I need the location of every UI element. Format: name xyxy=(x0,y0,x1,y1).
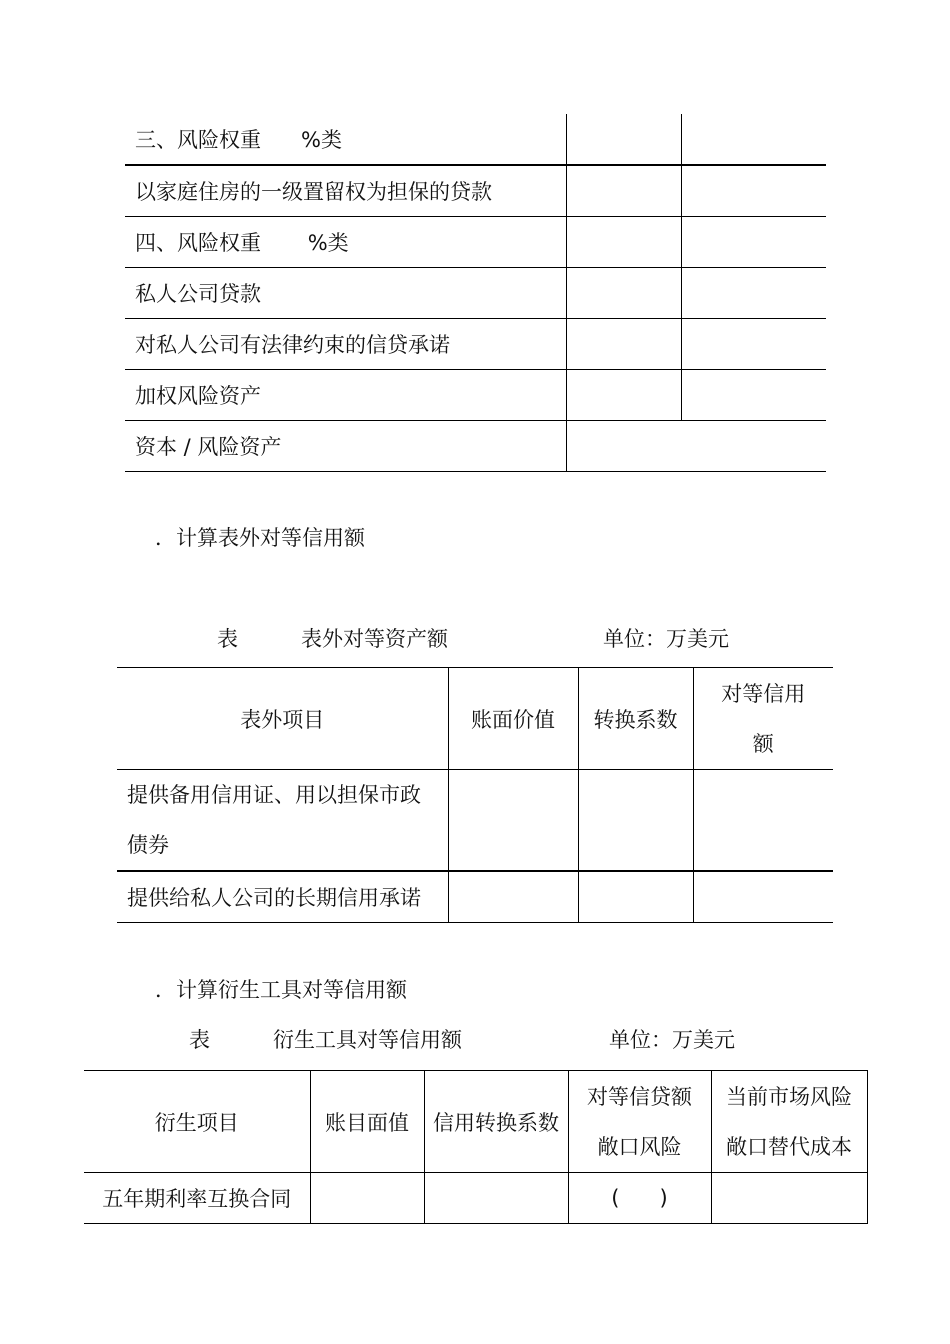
table-row xyxy=(125,217,826,268)
value-cell xyxy=(681,114,826,165)
value-cell xyxy=(566,114,681,165)
value-cell xyxy=(681,165,826,217)
header-line: 额 xyxy=(752,731,774,756)
header-row xyxy=(117,668,833,770)
off-balance-table xyxy=(117,667,833,923)
value-cell xyxy=(566,421,826,472)
table-row xyxy=(117,871,833,923)
header-cell: 衍生项目 xyxy=(84,1071,310,1173)
value-cell xyxy=(681,370,826,421)
item-cell: 五年期利率互换合同 xyxy=(84,1173,310,1224)
value-cell xyxy=(310,1173,424,1224)
value-cell xyxy=(448,770,578,872)
value-cell xyxy=(681,319,826,370)
value-cell xyxy=(566,268,681,319)
table-row xyxy=(125,114,826,165)
header-line: 当前市场风险 xyxy=(726,1084,852,1109)
header-cell xyxy=(693,668,833,770)
header-cell: 账目面值 xyxy=(310,1071,424,1173)
table-row xyxy=(125,165,826,217)
row-label: 对私人公司有法律约束的信贷承诺 xyxy=(125,319,566,370)
exposure-cell: ( ) xyxy=(568,1173,711,1224)
table-row xyxy=(84,1173,867,1224)
value-cell xyxy=(566,217,681,268)
value-cell xyxy=(566,319,681,370)
value-cell xyxy=(424,1173,568,1224)
section-heading: ．计算表外对等信用额 xyxy=(155,526,365,550)
caption-title: 表外对等资产额 xyxy=(301,627,448,651)
header-line: 敞口替代成本 xyxy=(726,1134,852,1159)
value-cell xyxy=(681,217,826,268)
value-cell xyxy=(448,871,578,923)
value-cell xyxy=(711,1173,867,1224)
section-heading: ．计算衍生工具对等信用额 xyxy=(155,978,407,1002)
risk-weight-table xyxy=(125,114,826,472)
table-row xyxy=(117,770,833,872)
header-cell: 表外项目 xyxy=(117,668,448,770)
caption-title: 衍生工具对等信用额 xyxy=(273,1028,462,1052)
caption-unit: 单位：万美元 xyxy=(603,627,729,651)
value-cell xyxy=(578,871,693,923)
caption-prefix: 表 xyxy=(217,627,238,651)
header-row xyxy=(84,1071,867,1173)
item-cell: 提供给私人公司的长期信用承诺 xyxy=(117,871,448,923)
row-label: 三、风险权重 %类 xyxy=(125,114,566,165)
row-label: 以家庭住房的一级置留权为担保的贷款 xyxy=(125,165,566,217)
value-cell xyxy=(681,268,826,319)
header-cell: 信用转换系数 xyxy=(424,1071,568,1173)
table-row xyxy=(125,421,826,472)
header-cell: 账面价值 xyxy=(448,668,578,770)
value-cell xyxy=(578,770,693,872)
table-row xyxy=(125,319,826,370)
row-label: 资本 / 风险资产 xyxy=(125,421,566,472)
row-label: 加权风险资产 xyxy=(125,370,566,421)
table-row xyxy=(125,268,826,319)
item-line: 债券 xyxy=(127,833,169,857)
header-line: 对等信贷额 xyxy=(587,1084,692,1109)
derivatives-table xyxy=(84,1070,868,1224)
caption-unit: 单位：万美元 xyxy=(609,1028,735,1052)
value-cell xyxy=(693,871,833,923)
header-cell xyxy=(711,1071,867,1173)
header-cell xyxy=(568,1071,711,1173)
item-cell xyxy=(117,770,448,872)
header-line: 敞口风险 xyxy=(597,1134,682,1159)
value-cell xyxy=(566,165,681,217)
table-row xyxy=(125,370,826,421)
header-line: 对等信用 xyxy=(721,681,806,706)
row-label: 四、风险权重 %类 xyxy=(125,217,566,268)
header-cell: 转换系数 xyxy=(578,668,693,770)
item-line: 提供备用信用证、用以担保市政 xyxy=(127,783,421,807)
value-cell xyxy=(566,370,681,421)
caption-prefix: 表 xyxy=(189,1028,210,1052)
row-label: 私人公司贷款 xyxy=(125,268,566,319)
value-cell xyxy=(693,770,833,872)
